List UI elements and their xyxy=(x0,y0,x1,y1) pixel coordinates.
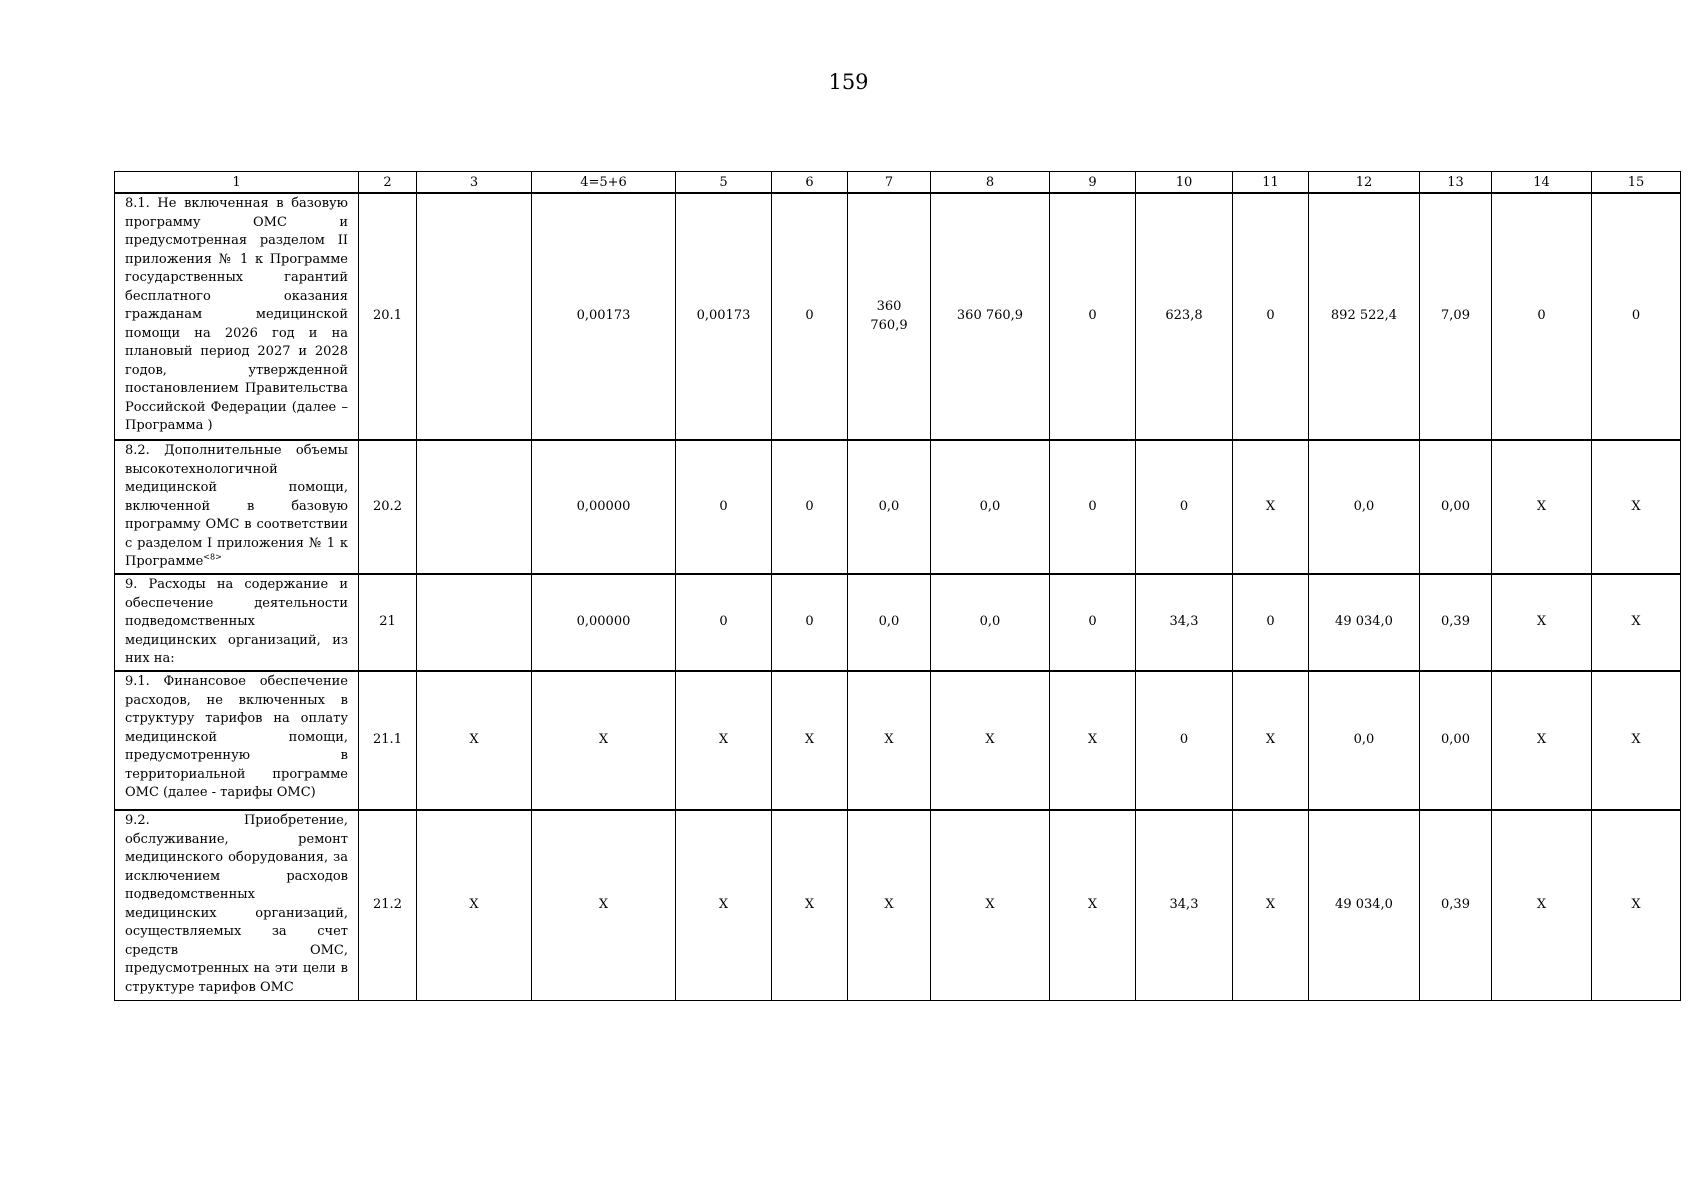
table-cell: Х xyxy=(676,810,772,1001)
table-cell: 623,8 xyxy=(1136,193,1233,440)
table-cell: 0,0 xyxy=(1309,440,1420,574)
table-cell: 0 xyxy=(772,440,848,574)
header-cell: 15 xyxy=(1592,172,1681,194)
table-cell: 0,00000 xyxy=(532,440,676,574)
table-cell: 0,00 xyxy=(1420,440,1492,574)
table-cell: Х xyxy=(1592,810,1681,1001)
header-cell: 2 xyxy=(359,172,417,194)
table-cell: 0,00173 xyxy=(532,193,676,440)
table-cell: 21.1 xyxy=(359,671,417,810)
table-cell: 34,3 xyxy=(1136,810,1233,1001)
header-cell: 11 xyxy=(1233,172,1309,194)
table-cell: Х xyxy=(1592,440,1681,574)
table-cell: 0 xyxy=(1050,193,1136,440)
table-cell: Х xyxy=(1592,574,1681,671)
header-cell: 3 xyxy=(417,172,532,194)
header-cell: 8 xyxy=(931,172,1050,194)
table-cell xyxy=(417,193,532,440)
table-cell: Х xyxy=(1492,671,1592,810)
table-cell: 0,39 xyxy=(1420,574,1492,671)
header-cell: 12 xyxy=(1309,172,1420,194)
table-cell: 0 xyxy=(772,574,848,671)
table-cell: 360 760,9 xyxy=(848,193,931,440)
header-cell: 9 xyxy=(1050,172,1136,194)
table-cell: 0,39 xyxy=(1420,810,1492,1001)
table-cell: 0 xyxy=(1050,440,1136,574)
table-cell: 0 xyxy=(772,193,848,440)
table-cell: 21.2 xyxy=(359,810,417,1001)
table-cell: Х xyxy=(848,671,931,810)
header-cell: 13 xyxy=(1420,172,1492,194)
table-cell: Х xyxy=(417,810,532,1001)
table-row xyxy=(115,440,1681,574)
table-row xyxy=(115,574,1681,671)
table-row xyxy=(115,810,1681,1001)
table-cell: Х xyxy=(1492,574,1592,671)
table-cell: 0,0 xyxy=(1309,671,1420,810)
table-cell: 0 xyxy=(1492,193,1592,440)
table-cell: Х xyxy=(1050,671,1136,810)
table-cell: 892 522,4 xyxy=(1309,193,1420,440)
table-cell: 360 760,9 xyxy=(931,193,1050,440)
table-cell: 0 xyxy=(1050,574,1136,671)
table-cell: 0,0 xyxy=(848,574,931,671)
header-cell: 14 xyxy=(1492,172,1592,194)
table-cell xyxy=(417,440,532,574)
table-cell: Х xyxy=(1233,810,1309,1001)
table-cell: Х xyxy=(931,671,1050,810)
table-cell xyxy=(417,574,532,671)
table-cell: 20.1 xyxy=(359,193,417,440)
table-cell: 49 034,0 xyxy=(1309,810,1420,1001)
table-cell: Х xyxy=(1233,671,1309,810)
table-cell: 0,00 xyxy=(1420,671,1492,810)
table-cell: Х xyxy=(532,671,676,810)
header-cell: 1 xyxy=(115,172,359,194)
table-cell: 34,3 xyxy=(1136,574,1233,671)
table-cell: 0 xyxy=(1136,671,1233,810)
table-cell: 0,00173 xyxy=(676,193,772,440)
row-description: 8.1. Не включенная в базовую программу ОМС и предусмотренная разделом II приложения № 1 к Программе государственных гарантий бесплатного оказания гражданам медицинской помощи на 2026 год и на плановый период 2027 и 2028 годов, утвержденной постановлением Правительства Российской Федерации (далее – Программа ) xyxy=(115,193,359,440)
table-cell: 0 xyxy=(1233,193,1309,440)
table-cell: Х xyxy=(417,671,532,810)
table-cell: Х xyxy=(1233,440,1309,574)
page-number: 159 xyxy=(828,70,869,94)
table-cell: 0 xyxy=(1592,193,1681,440)
table-cell: Х xyxy=(676,671,772,810)
header-cell: 7 xyxy=(848,172,931,194)
table-cell: 0,0 xyxy=(931,440,1050,574)
footnote-marker: <8> xyxy=(203,552,222,562)
table-cell: 0,00000 xyxy=(532,574,676,671)
row-description: 9. Расходы на содержание и обеспечение деятельности подведомственных медицинских организаций, из них на: xyxy=(115,574,359,671)
table-cell: 0 xyxy=(1136,440,1233,574)
header-cell: 10 xyxy=(1136,172,1233,194)
row-description: 8.2. Дополнительные объемы высокотехнологичной медицинской помощи, включенной в базовую программу ОМС в соответствии с разделом I приложения № 1 к Программе$^{<8>}$ xyxy=(115,440,359,574)
table-cell: 20.2 xyxy=(359,440,417,574)
table-cell: Х xyxy=(772,671,848,810)
table-cell: Х xyxy=(1492,810,1592,1001)
table-cell: Х xyxy=(772,810,848,1001)
table-cell: Х xyxy=(1592,671,1681,810)
table-cell: 0 xyxy=(1233,574,1309,671)
table-cell: Х xyxy=(848,810,931,1001)
header-row xyxy=(115,172,1681,194)
table-cell: 0 xyxy=(676,574,772,671)
table-cell: 7,09 xyxy=(1420,193,1492,440)
table-row xyxy=(115,193,1681,440)
row-description: 9.2. Приобретение, обслуживание, ремонт медицинского оборудования, за исключением расходов подведомственных медицинских организаций, осуществляемых за счет средств ОМС, предусмотренных на эти цели в структуре тарифов ОМС xyxy=(115,810,359,1001)
header-cell: 4=5+6 xyxy=(532,172,676,194)
financial-table xyxy=(114,171,1681,1001)
table-cell: 49 034,0 xyxy=(1309,574,1420,671)
table-row xyxy=(115,671,1681,810)
header-cell: 6 xyxy=(772,172,848,194)
table-cell: Х xyxy=(931,810,1050,1001)
table-cell: Х xyxy=(1492,440,1592,574)
table-cell: 0,0 xyxy=(931,574,1050,671)
table-cell: 21 xyxy=(359,574,417,671)
table-cell: Х xyxy=(1050,810,1136,1001)
table-cell: 0,0 xyxy=(848,440,931,574)
row-description: 9.1. Финансовое обеспечение расходов, не включенных в структуру тарифов на оплату медицинской помощи, предусмотренную в территориальной программе ОМС (далее - тарифы ОМС) xyxy=(115,671,359,810)
header-cell: 5 xyxy=(676,172,772,194)
table-cell: 0 xyxy=(676,440,772,574)
table-cell: Х xyxy=(532,810,676,1001)
